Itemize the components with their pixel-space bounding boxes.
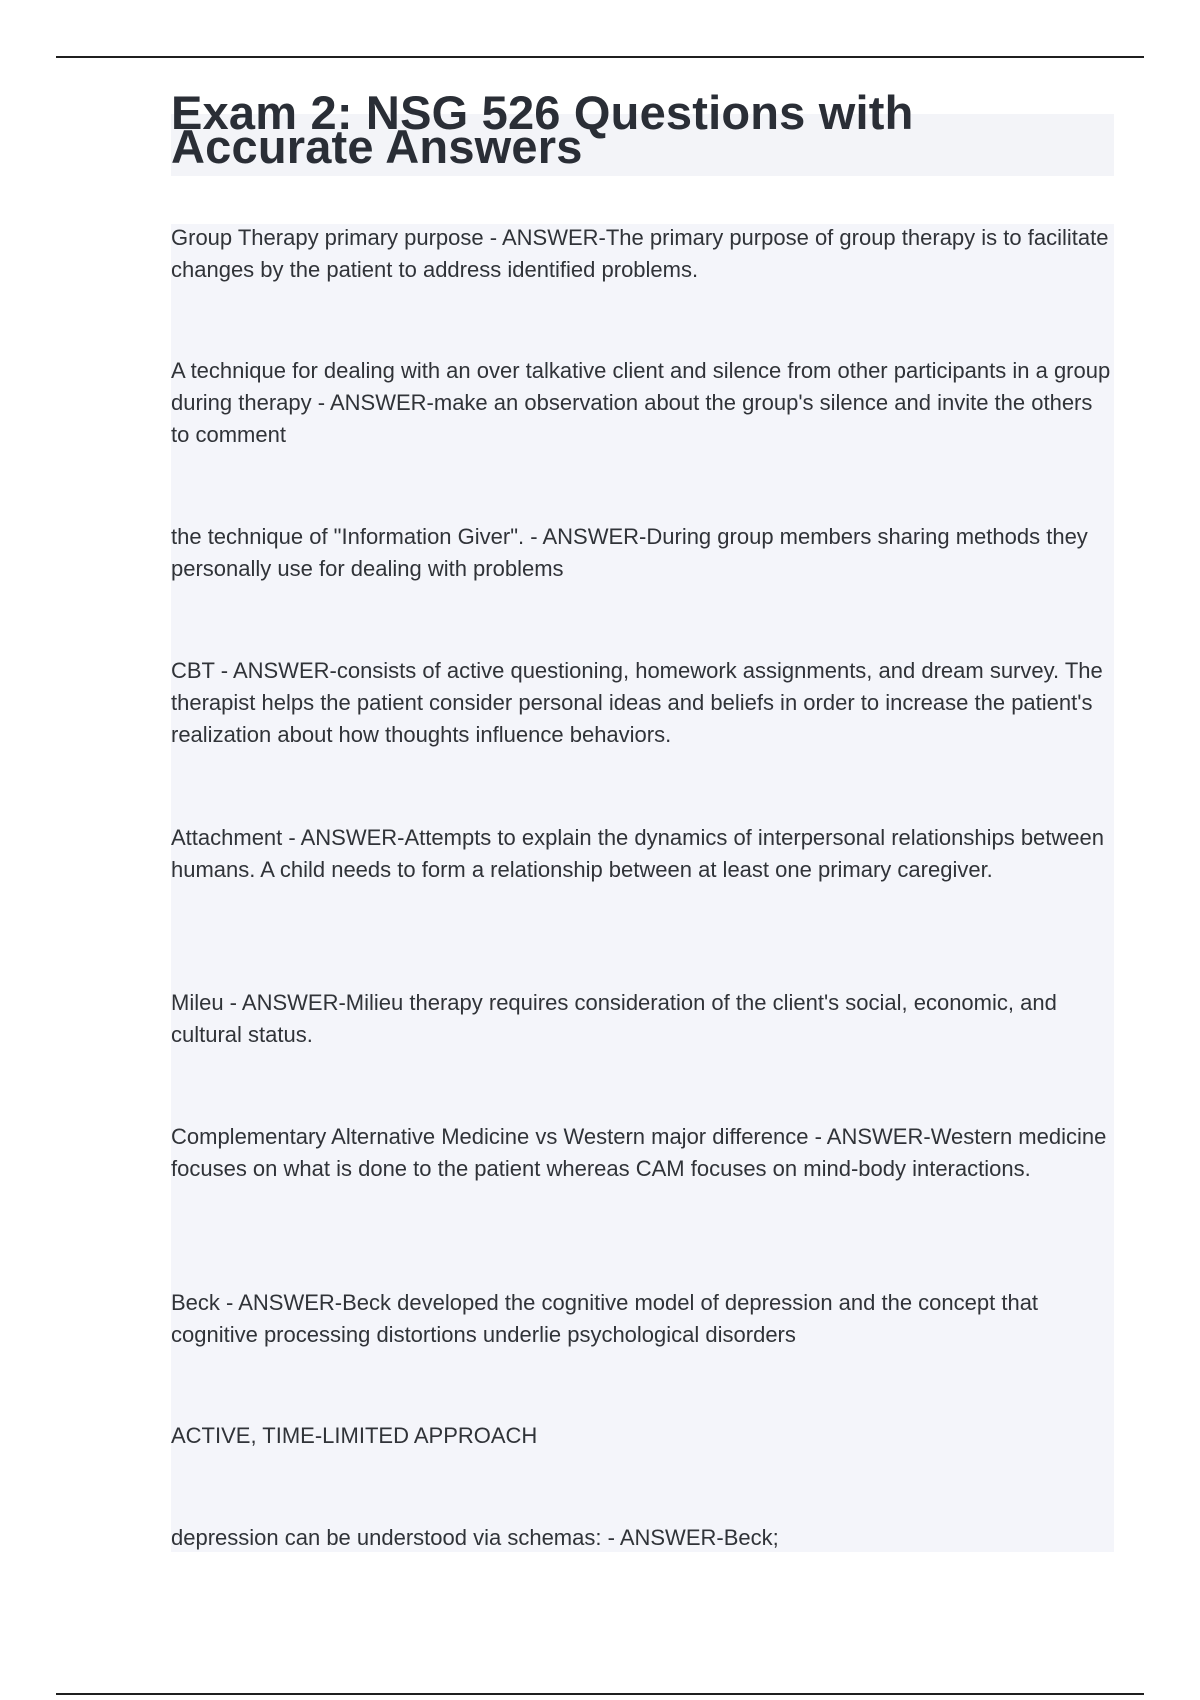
page-title: Exam 2: NSG 526 Questions with Accurate Answers	[171, 86, 914, 173]
bottom-rule	[56, 1693, 1144, 1695]
qa-entry-active-time-limited: ACTIVE, TIME-LIMITED APPROACH	[171, 1423, 538, 1448]
qa-entry-talkative-client: A technique for dealing with an over talkative client and silence from other participants in a group during therapy - ANSWER-make an observation about the group's silence and invite the others to comment	[171, 358, 1111, 447]
qa-entry-group-therapy: Group Therapy primary purpose - ANSWER-The primary purpose of group therapy is to facilitate changes by the patient to address identified problems.	[171, 225, 1109, 282]
top-rule	[56, 56, 1144, 58]
qa-entry-mileu: Mileu - ANSWER-Milieu therapy requires consideration of the client's social, economic, and cultural status.	[171, 990, 1057, 1047]
qa-entry-beck: Beck - ANSWER-Beck developed the cognitive model of depression and the concept that cognitive processing distortions underlie psychological disorders	[171, 1290, 1039, 1347]
qa-entry-cbt: CBT - ANSWER-consists of active questioning, homework assignments, and dream survey. The therapist helps the patient consider personal ideas and beliefs in order to increase the patient's realization about how thoughts influence behaviors.	[171, 658, 1103, 747]
qa-entry-information-giver: the technique of "Information Giver". - ANSWER-During group members sharing methods they personally use for dealing with problems	[171, 524, 1088, 581]
qa-entry-attachment: Attachment - ANSWER-Attempts to explain the dynamics of interpersonal relationships between humans. A child needs to form a relationship between at least one primary caregiver.	[171, 825, 1105, 882]
qa-entry-cam-vs-western: Complementary Alternative Medicine vs Western major difference - ANSWER-Western medicine focuses on what is done to the patient whereas CAM focuses on mind-body interactions.	[171, 1124, 1107, 1181]
qa-entry-schemas: depression can be understood via schemas: - ANSWER-Beck;	[171, 1525, 779, 1550]
